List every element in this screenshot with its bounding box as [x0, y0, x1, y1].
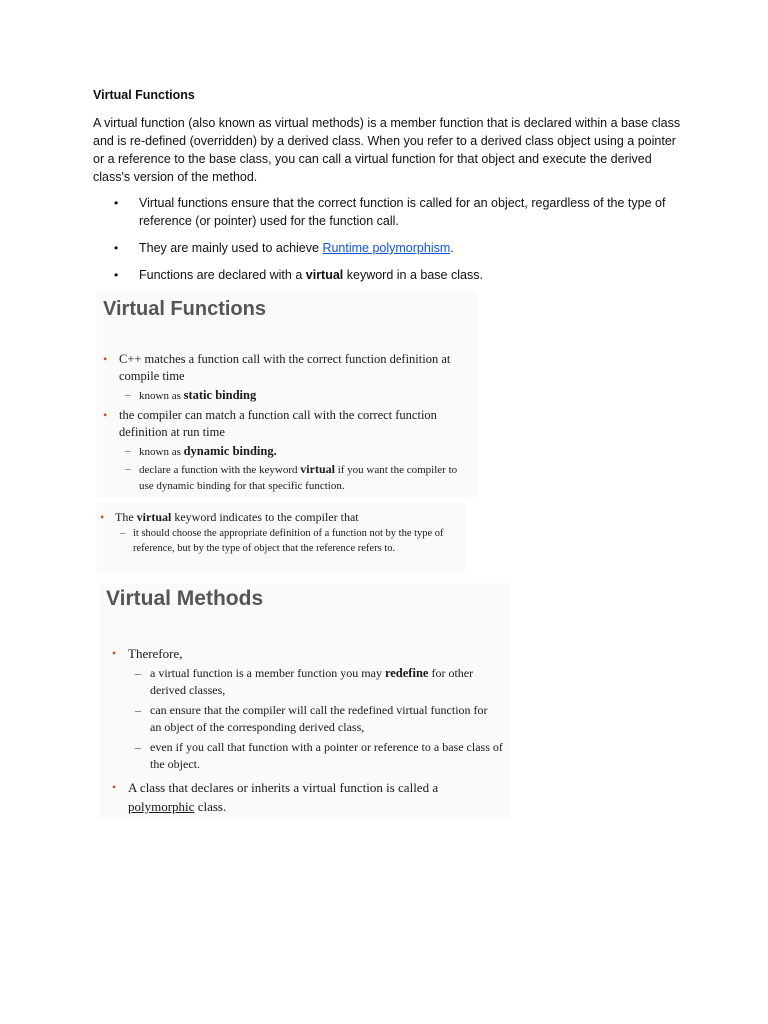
slide-sub-text: if you want the compiler to use dynamic binding for that specific function. — [139, 464, 458, 492]
slide-title: Virtual Functions — [103, 298, 266, 320]
slide-sub-text: for other derived classes, — [150, 666, 474, 697]
slide-image-virtual-functions — [97, 292, 477, 498]
slide-bullet-text: A class that declares or inherits a virtual function is called a — [128, 780, 439, 795]
dash-icon: – — [135, 740, 141, 754]
slide-sub-text: declare a function with the keyword — [139, 464, 301, 476]
bullet-icon: • — [103, 352, 108, 366]
runtime-polymorphism-link[interactable]: Runtime polymorphism — [322, 241, 451, 255]
slide-sub-text: it should choose the appropriate definition of a function not by the type of reference, but by the type of object that the reference refers to. — [133, 528, 444, 554]
slide-bullet-text: the compiler can match a function call with the correct function definition at run time — [119, 408, 437, 439]
list-item — [93, 239, 683, 257]
bullet-icon: • — [112, 780, 117, 794]
slide-sub-item — [135, 665, 500, 699]
dash-icon: – — [120, 528, 126, 539]
list-item-text: . — [450, 241, 454, 255]
intro-paragraph: A virtual function (also known as virtual methods) is a member function that is declared within a base class and is re-defined (overridden) by a derived class. When you refer to a derived class object using a pointer or a reference to the base class, you can call a virtual function for that object and execute the derived class's version of the method. — [93, 116, 681, 184]
slide-bullet-item — [112, 645, 498, 662]
slide-sub-text: can ensure that the compiler will call the redefined virtual function for an object of the corresponding derived class, — [150, 703, 488, 734]
bullet-icon: • — [112, 646, 117, 660]
bold-term: static binding — [183, 388, 257, 402]
list-item-text: Functions are declared with a — [139, 268, 306, 282]
bold-term: dynamic binding. — [183, 444, 277, 458]
dash-icon: – — [125, 463, 131, 475]
list-item — [93, 266, 683, 284]
list-item-text: They are mainly used to achieve — [139, 241, 323, 255]
slide-sub-text: known as — [139, 390, 184, 402]
slide-sub-item — [125, 387, 469, 404]
dash-icon: – — [135, 666, 141, 680]
slide-sub-text: known as — [139, 446, 184, 458]
underlined-term: polymorphic — [128, 799, 195, 814]
slide-bullet-text: C++ matches a function call with the correct function definition at compile time — [119, 352, 451, 383]
bullet-icon: • — [114, 268, 119, 282]
slide-title: Virtual Methods — [106, 587, 264, 610]
slide-image-virtual-methods — [100, 583, 510, 819]
slide-bullet-item — [103, 407, 479, 441]
bold-term: redefine — [384, 666, 429, 680]
bullet-icon: • — [100, 510, 105, 524]
bullet-list — [93, 194, 683, 293]
dash-icon: – — [125, 445, 131, 457]
slide-sub-item — [125, 461, 469, 494]
slide-sub-text: even if you call that function with a pointer or reference to a base class of the object. — [150, 740, 503, 771]
keyword-virtual: virtual — [305, 268, 344, 282]
slide-bullet-item — [103, 351, 479, 385]
slide-bullet-item — [100, 509, 455, 526]
page-title: Virtual Functions — [93, 88, 195, 102]
dash-icon: – — [125, 389, 131, 401]
dash-icon: – — [135, 703, 141, 717]
list-item-text: keyword in a base class. — [343, 268, 483, 282]
list-item-text: Virtual functions ensure that the correct function is called for an object, regardless of the type of reference (or pointer) used for the function call. — [139, 196, 666, 228]
bold-term: virtual — [136, 510, 172, 524]
slide-bullet-text: The — [115, 510, 137, 524]
slide-sub-item — [125, 443, 469, 460]
bullet-icon: • — [103, 408, 108, 422]
list-item — [93, 194, 683, 230]
slide-bullet-text: Therefore, — [128, 646, 183, 661]
slide-bullet-text: class. — [194, 799, 227, 814]
bullet-icon: • — [114, 241, 119, 255]
slide-bullet-text: keyword indicates to the compiler that — [171, 510, 359, 524]
slide-sub-item — [135, 702, 500, 736]
slide-bullet-item — [112, 778, 498, 816]
slide-sub-item — [135, 739, 512, 773]
slide-sub-text: a virtual function is a member function you may — [150, 666, 385, 680]
slide-sub-item — [120, 526, 461, 556]
bullet-icon: • — [114, 196, 119, 210]
bold-term: virtual — [300, 462, 335, 476]
slide-image-virtual-keyword — [97, 503, 465, 573]
